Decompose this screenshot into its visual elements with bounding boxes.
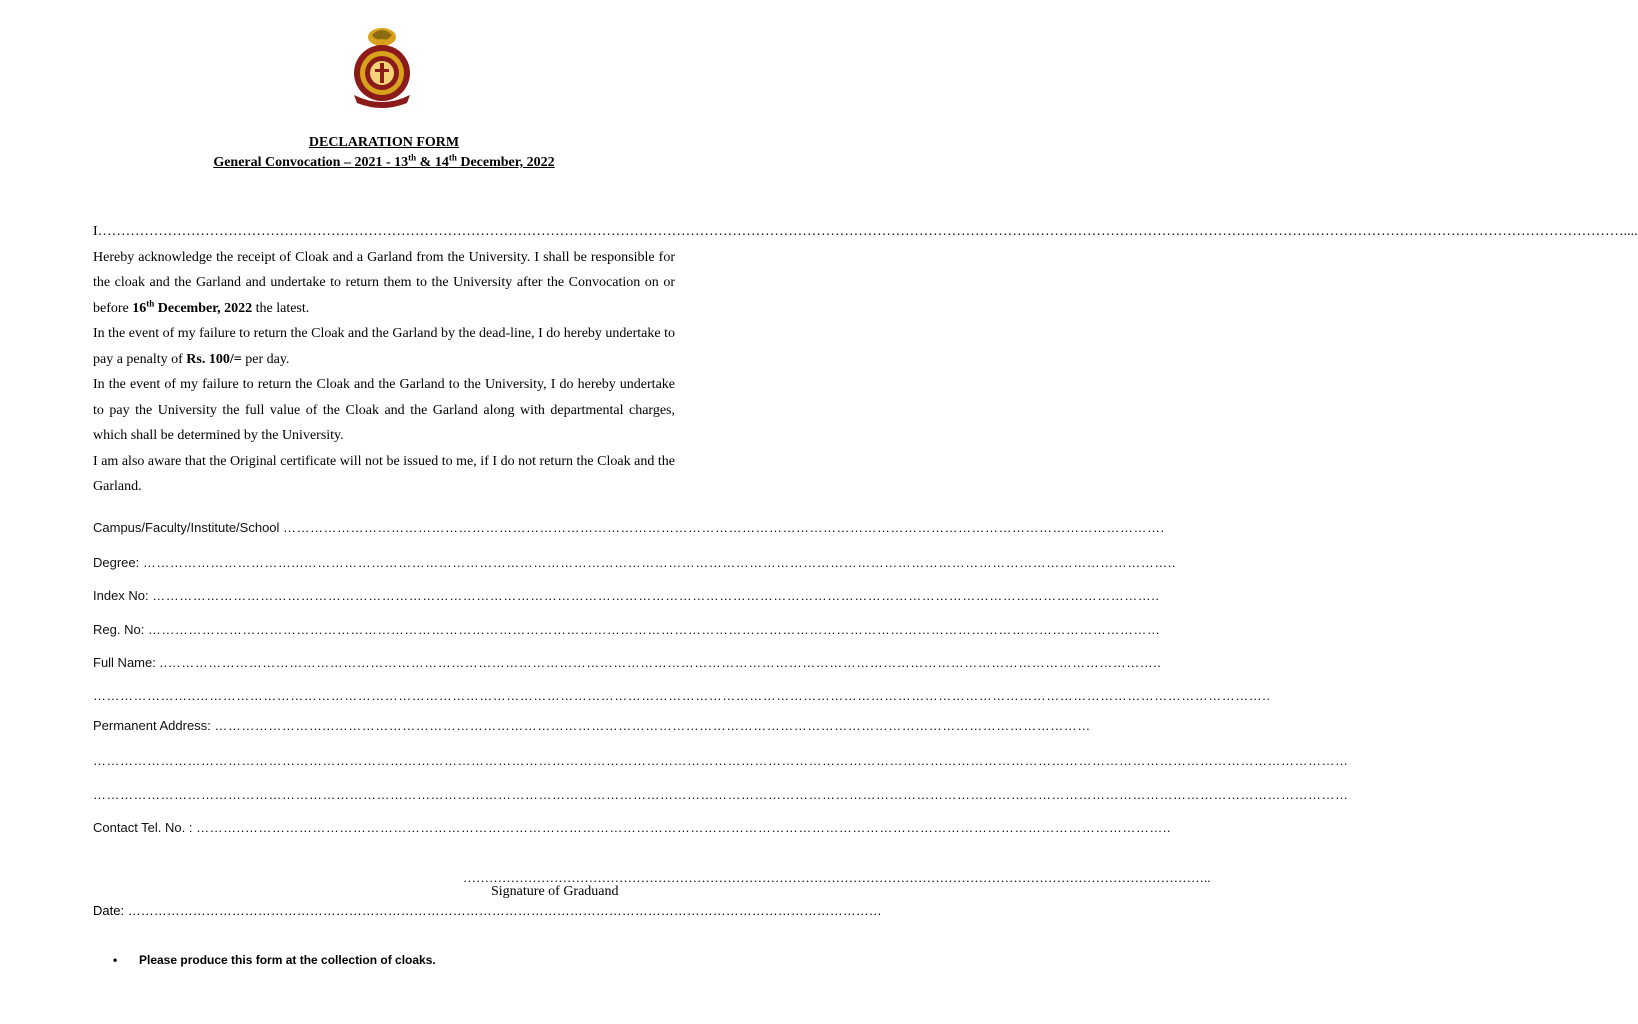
- declaration-paragraph-1: Hereby acknowledge the receipt of Cloak and a Garland from the University. I shall be responsible for the cloak and the Garland and undertake to return them to the University after the Convocation on or before 16th December, 2022 the latest.: [93, 249, 675, 316]
- declaration-paragraph-3: In the event of my failure to return the Cloak and the Garland to the University, I do hereby undertake to pay the University the full value of the Cloak and the Garland along with departmental charges, which shall be determined by the University.: [93, 377, 675, 443]
- form-title: DECLARATION FORM: [308, 135, 460, 150]
- declaration-paragraph-4: I am also aware that the Original certificate will not be issued to me, if I do not return the Cloak and the Garland.: [93, 453, 675, 494]
- signature-label: Signature of Graduand: [491, 884, 619, 899]
- declaration-paragraph-2: In the event of my failure to return the Cloak and the Garland by the dead-line, I do hereby undertake to pay a penalty of Rs. 100/= per day.: [93, 326, 675, 367]
- reg-no-field[interactable]: Reg. No: ………………………………………………………………………………………………………………………………………………………………………………………………………: [93, 622, 1161, 637]
- full-name-field[interactable]: Full Name: ..…………………………………………………………………………………………………………………………………………………………………………………………………..: [93, 655, 1162, 670]
- collection-note: • Please produce this form at the collection of cloaks.: [113, 953, 436, 967]
- index-no-field[interactable]: Index No: ……………………………………………………………………………………………………………………………………………………………………………………………………..: [93, 588, 1160, 603]
- full-name-continuation-field[interactable]: …………………..…………………………………………………………………………………………………………………………………………………………………………………………………………………..: [93, 688, 1271, 703]
- declarant-name-line: I…………………………………………………………………………………………………………………………………………………………………………………………………………………………………………………………………………………………………....: [93, 224, 1638, 239]
- degree-field[interactable]: Degree: ……………………………...…………………………………………………………………………………………………………………………………………………………………………..: [93, 555, 1176, 570]
- address-line-2-field[interactable]: ………………………………………………………………………………………………………………………………………………………………………………………………………………………………………………………: [93, 753, 1349, 768]
- permanent-address-field[interactable]: Permanent Address: ……………………...……………………………………………………………………………………………………………………………………………………: [93, 718, 1091, 733]
- university-crest-icon: [340, 25, 424, 109]
- form-subtitle: General Convocation – 2021 - 13th & 14th December, 2022: [213, 152, 555, 170]
- address-line-3-field[interactable]: ………………………………………………………………………………………………………………………………………………………………………………………………………………………………………………………: [93, 787, 1349, 802]
- campus-field[interactable]: Campus/Faculty/Institute/School …………………………………………………………………………………………………………………………………………………………………………….: [93, 520, 1165, 535]
- signature-line[interactable]: ………………………………………………………………………………………………………………………………………………………..: [463, 870, 1211, 885]
- bullet-icon: •: [113, 953, 118, 967]
- declaration-body: [93, 219, 1638, 500]
- date-field[interactable]: Date: …………………………………………………………………………………………………………………………………………………………: [93, 903, 882, 918]
- contact-tel-field[interactable]: Contact Tel. No. : ………..……………………………………………………………………………………………………………………………………………………………………………………..: [93, 820, 1172, 835]
